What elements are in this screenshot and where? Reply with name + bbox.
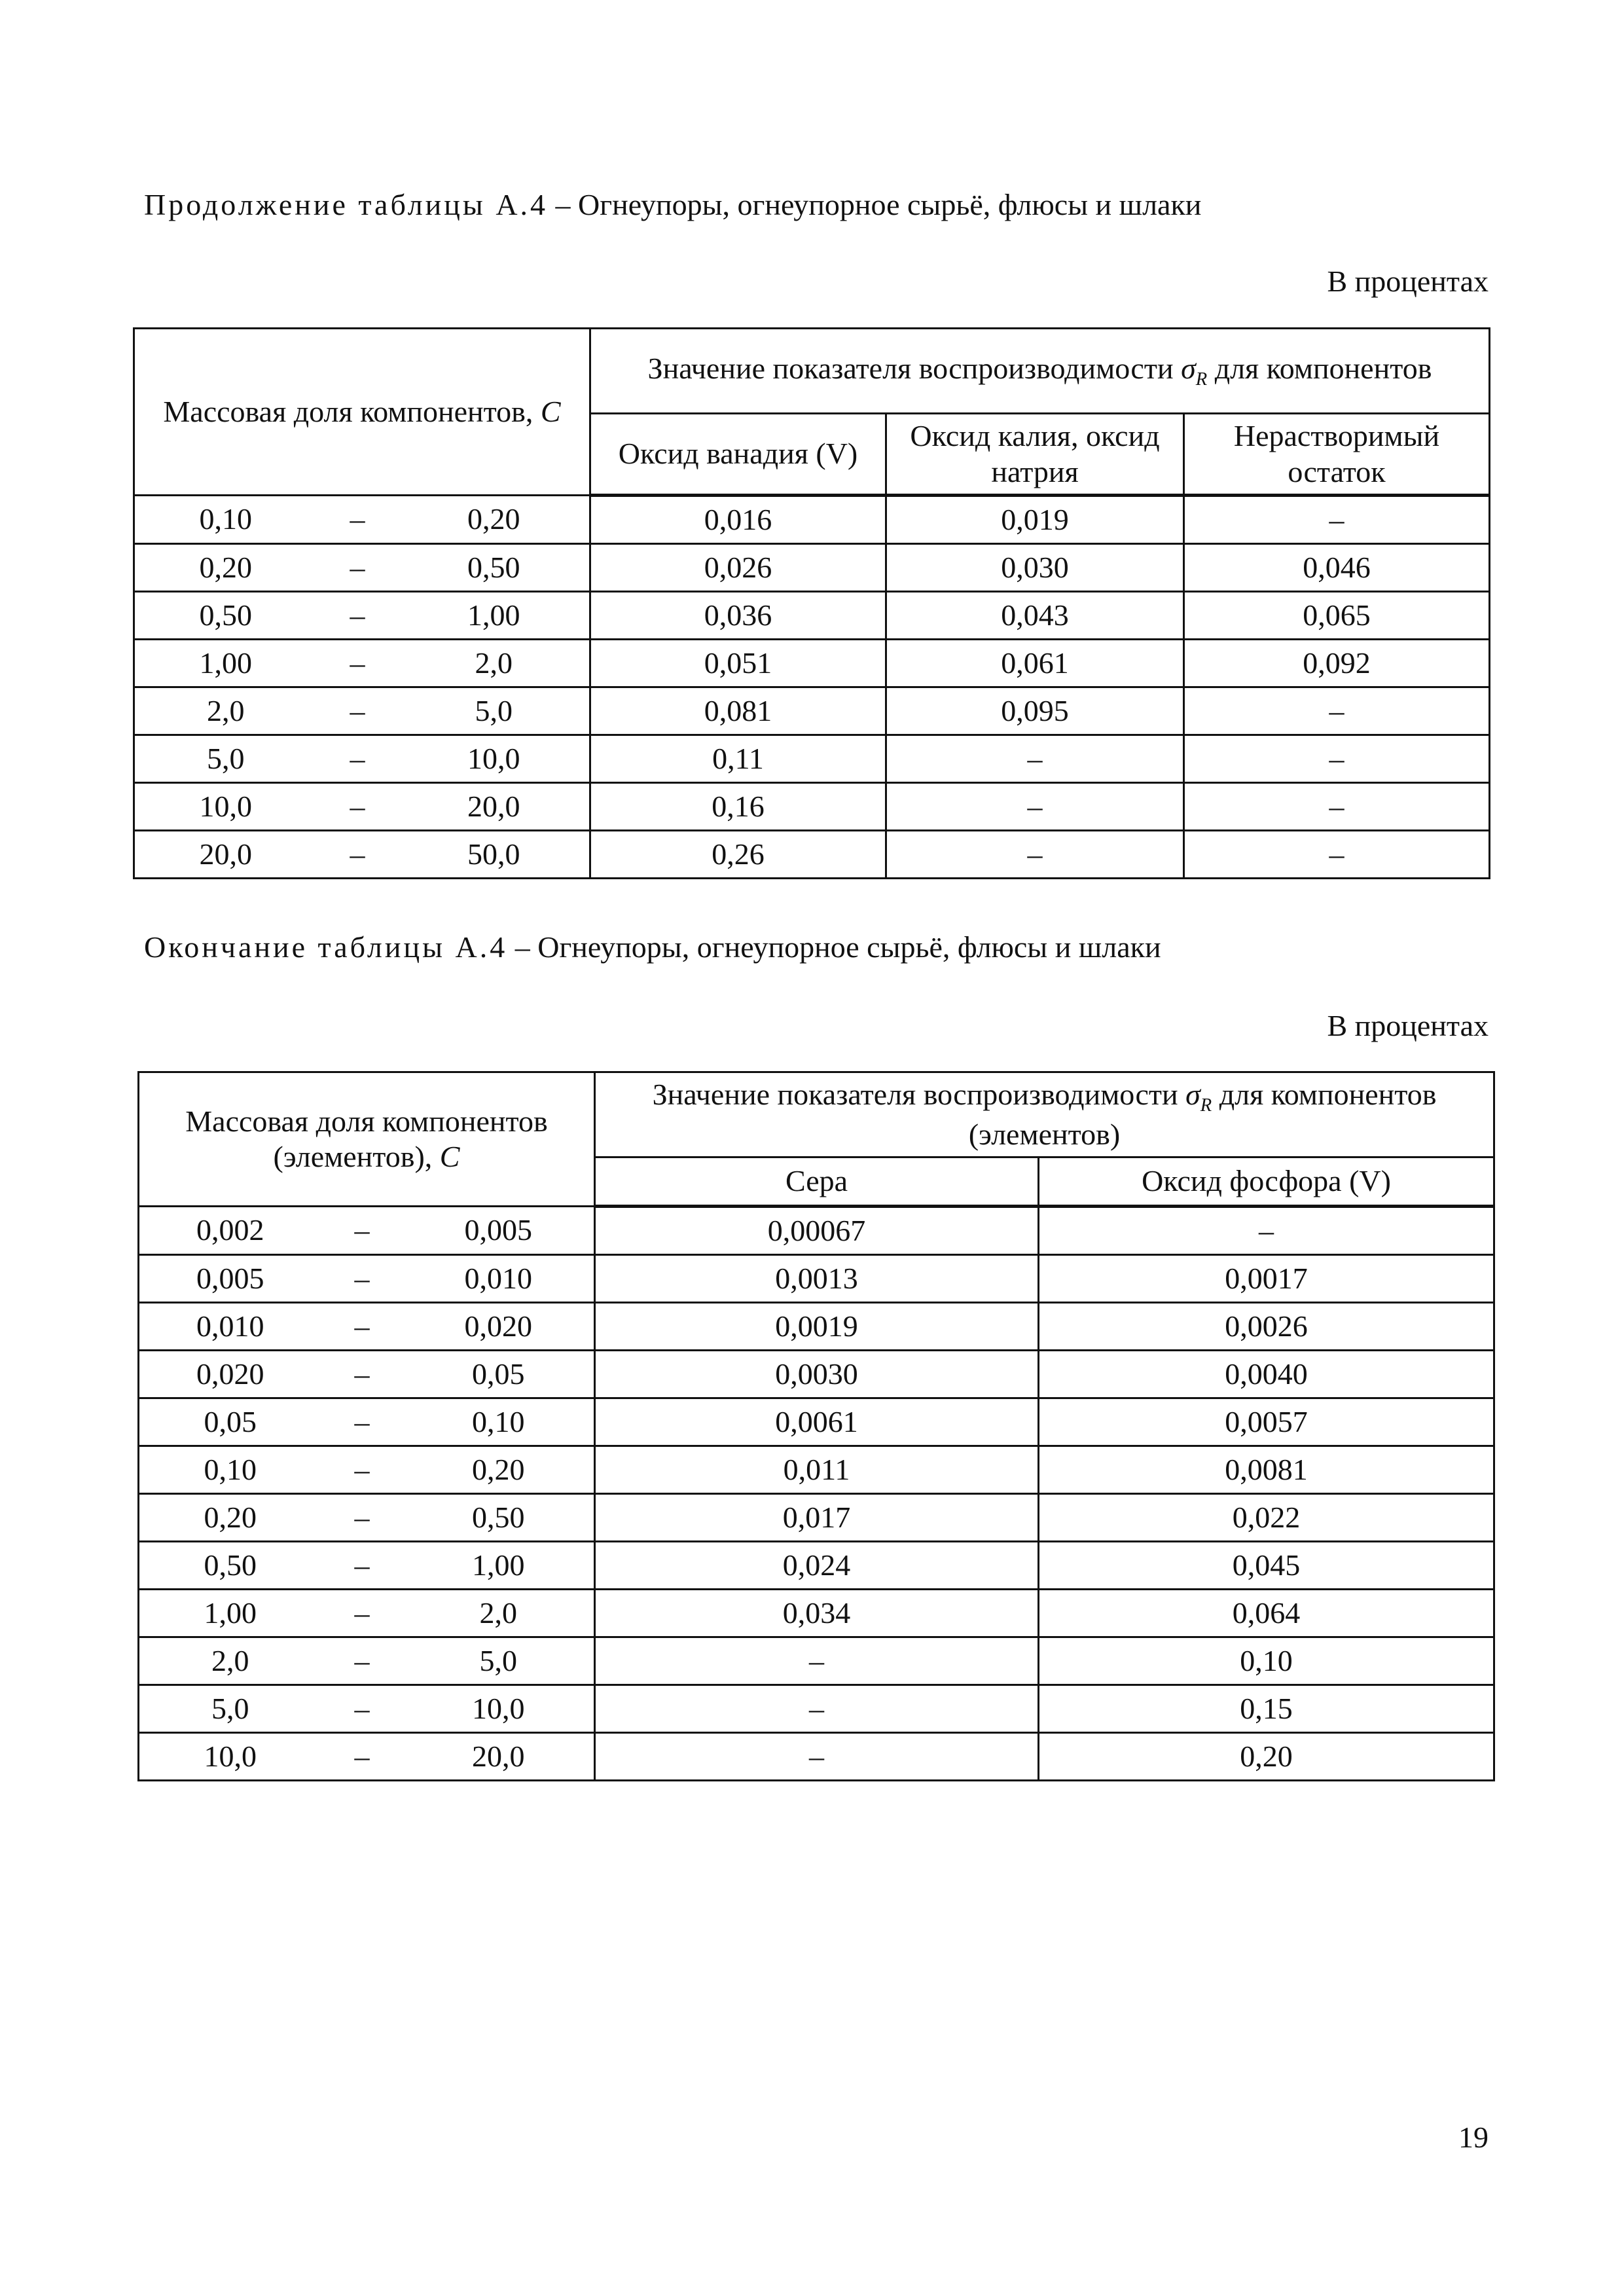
table2-units: В процентах bbox=[1327, 1009, 1489, 1042]
range-from: 0,10 bbox=[204, 1452, 257, 1486]
range-from: 0,10 bbox=[199, 502, 253, 536]
table1-col-header: Нерастворимый остаток bbox=[1184, 414, 1490, 496]
range-cell bbox=[139, 1637, 595, 1685]
table2-header-reproducibility: Значение показателя воспроизводимости $\sigma_R$ для компонентов (элементов) bbox=[595, 1072, 1494, 1157]
range-from: 10,0 bbox=[199, 789, 253, 823]
value-cell: 0,26 bbox=[590, 831, 886, 879]
range-from: 1,00 bbox=[199, 646, 253, 680]
value-cell: 0,0013 bbox=[595, 1255, 1039, 1303]
range-to: 50,0 bbox=[467, 837, 520, 871]
range-cell bbox=[139, 1733, 595, 1781]
range-to: 2,0 bbox=[475, 646, 513, 680]
table2-header-mass-fraction: Массовая доля компонентов (элементов), C bbox=[139, 1072, 595, 1207]
value-cell: 0,0026 bbox=[1039, 1303, 1494, 1351]
value-cell: – bbox=[1184, 831, 1490, 879]
range-to: 0,10 bbox=[471, 1404, 525, 1438]
value-cell: 0,051 bbox=[590, 640, 886, 687]
range-dash: – bbox=[354, 1643, 370, 1677]
table2-caption bbox=[144, 930, 1161, 964]
value-cell: 0,064 bbox=[1039, 1590, 1494, 1637]
table1-caption-rest: – Огнеупоры, огнеупорное сырьё, флюсы и шлаки bbox=[548, 188, 1202, 221]
table-row bbox=[139, 1303, 1494, 1351]
range-dash: – bbox=[354, 1213, 370, 1247]
value-cell: 0,10 bbox=[1039, 1637, 1494, 1685]
range-to: 5,0 bbox=[479, 1643, 517, 1677]
value-cell: – bbox=[1039, 1207, 1494, 1255]
value-cell: 0,0081 bbox=[1039, 1446, 1494, 1494]
table1 bbox=[133, 327, 1490, 879]
value-cell: 0,11 bbox=[590, 735, 886, 783]
table-row bbox=[139, 1398, 1494, 1446]
table1-caption-lead: Продолжение таблицы А.4 bbox=[144, 188, 549, 221]
value-cell: 0,0019 bbox=[595, 1303, 1039, 1351]
table2-caption-lead: Окончание таблицы А.4 bbox=[144, 930, 508, 964]
range-from: 0,20 bbox=[204, 1500, 257, 1534]
range-dash: – bbox=[350, 502, 365, 536]
range-from: 5,0 bbox=[207, 741, 245, 775]
value-cell: – bbox=[886, 735, 1184, 783]
range-to: 10,0 bbox=[467, 741, 520, 775]
range-from: 0,020 bbox=[196, 1357, 264, 1391]
range-to: 0,05 bbox=[471, 1357, 525, 1391]
range-dash: – bbox=[354, 1404, 370, 1438]
range-dash: – bbox=[354, 1261, 370, 1295]
range-to: 1,00 bbox=[467, 598, 520, 632]
value-cell: 0,061 bbox=[886, 640, 1184, 687]
table-row bbox=[139, 1542, 1494, 1590]
table-row bbox=[134, 687, 1490, 735]
value-cell: 0,019 bbox=[886, 496, 1184, 544]
range-cell bbox=[139, 1494, 595, 1542]
table-row bbox=[139, 1207, 1494, 1255]
range-cell bbox=[139, 1207, 595, 1255]
range-cell bbox=[139, 1685, 595, 1733]
table-row bbox=[134, 831, 1490, 879]
value-cell: – bbox=[1184, 735, 1490, 783]
value-cell: – bbox=[1184, 687, 1490, 735]
table-row bbox=[139, 1446, 1494, 1494]
table-row bbox=[139, 1637, 1494, 1685]
value-cell: 0,16 bbox=[590, 783, 886, 831]
range-from: 0,005 bbox=[196, 1261, 264, 1295]
range-cell bbox=[139, 1446, 595, 1494]
range-cell bbox=[134, 640, 590, 687]
range-cell bbox=[134, 831, 590, 879]
range-dash: – bbox=[350, 741, 365, 775]
value-cell: 0,011 bbox=[595, 1446, 1039, 1494]
table-row bbox=[134, 592, 1490, 640]
range-cell bbox=[134, 783, 590, 831]
range-to: 0,010 bbox=[464, 1261, 532, 1295]
range-dash: – bbox=[350, 646, 365, 680]
table1-header-mass-fraction: Массовая доля компонентов, C bbox=[134, 329, 590, 496]
table1-col-header: Оксид калия, оксид натрия bbox=[886, 414, 1184, 496]
table1-caption bbox=[144, 187, 1201, 222]
range-to: 0,020 bbox=[464, 1309, 532, 1343]
table1-units: В процентах bbox=[1327, 264, 1489, 298]
range-cell bbox=[134, 687, 590, 735]
range-to: 20,0 bbox=[467, 789, 520, 823]
range-dash: – bbox=[350, 550, 365, 584]
range-to: 0,20 bbox=[471, 1452, 525, 1486]
table2-col-header: Оксид фосфора (V) bbox=[1039, 1157, 1494, 1207]
table2 bbox=[137, 1071, 1495, 1781]
value-cell: 0,0061 bbox=[595, 1398, 1039, 1446]
value-cell: 0,20 bbox=[1039, 1733, 1494, 1781]
table1-col-header: Оксид ванадия (V) bbox=[590, 414, 886, 496]
table-row bbox=[139, 1590, 1494, 1637]
range-cell bbox=[134, 735, 590, 783]
table-row bbox=[139, 1685, 1494, 1733]
range-dash: – bbox=[354, 1739, 370, 1773]
value-cell: – bbox=[886, 831, 1184, 879]
range-cell bbox=[134, 544, 590, 592]
range-cell bbox=[139, 1351, 595, 1398]
value-cell: 0,046 bbox=[1184, 544, 1490, 592]
range-from: 0,05 bbox=[204, 1404, 257, 1438]
range-cell bbox=[139, 1398, 595, 1446]
range-from: 0,010 bbox=[196, 1309, 264, 1343]
range-from: 1,00 bbox=[204, 1595, 257, 1630]
range-to: 0,20 bbox=[467, 502, 520, 536]
value-cell: 0,026 bbox=[590, 544, 886, 592]
table-row bbox=[139, 1494, 1494, 1542]
table-row bbox=[134, 640, 1490, 687]
range-cell bbox=[139, 1542, 595, 1590]
range-to: 0,005 bbox=[464, 1213, 532, 1247]
range-to: 10,0 bbox=[471, 1691, 525, 1725]
range-dash: – bbox=[354, 1548, 370, 1582]
table1-header-reproducibility: Значение показателя воспроизводимости $\sigma_R$ для компонентов bbox=[590, 329, 1490, 414]
value-cell: 0,0017 bbox=[1039, 1255, 1494, 1303]
range-from: 2,0 bbox=[211, 1643, 249, 1677]
value-cell: 0,036 bbox=[590, 592, 886, 640]
table-row bbox=[134, 544, 1490, 592]
value-cell: 0,081 bbox=[590, 687, 886, 735]
value-cell: 0,016 bbox=[590, 496, 886, 544]
range-cell bbox=[139, 1303, 595, 1351]
value-cell: 0,0057 bbox=[1039, 1398, 1494, 1446]
range-dash: – bbox=[354, 1357, 370, 1391]
range-from: 20,0 bbox=[199, 837, 253, 871]
value-cell: 0,092 bbox=[1184, 640, 1490, 687]
range-dash: – bbox=[354, 1500, 370, 1534]
range-dash: – bbox=[350, 837, 365, 871]
value-cell: – bbox=[1184, 783, 1490, 831]
table2-col-header: Сера bbox=[595, 1157, 1039, 1207]
range-dash: – bbox=[354, 1309, 370, 1343]
range-dash: – bbox=[354, 1595, 370, 1630]
sigma-r-symbol: $\sigma_R$ bbox=[1181, 352, 1208, 390]
value-cell: 0,095 bbox=[886, 687, 1184, 735]
table-row bbox=[139, 1255, 1494, 1303]
page-number: 19 bbox=[1458, 2121, 1489, 2154]
range-from: 0,20 bbox=[199, 550, 253, 584]
range-to: 0,50 bbox=[471, 1500, 525, 1534]
value-cell: 0,022 bbox=[1039, 1494, 1494, 1542]
value-cell: 0,15 bbox=[1039, 1685, 1494, 1733]
value-cell: 0,030 bbox=[886, 544, 1184, 592]
value-cell: 0,034 bbox=[595, 1590, 1039, 1637]
range-dash: – bbox=[350, 789, 365, 823]
range-cell bbox=[134, 592, 590, 640]
range-cell bbox=[134, 496, 590, 544]
range-dash: – bbox=[354, 1452, 370, 1486]
value-cell: 0,0040 bbox=[1039, 1351, 1494, 1398]
range-dash: – bbox=[350, 693, 365, 727]
range-cell bbox=[139, 1590, 595, 1637]
value-cell: 0,043 bbox=[886, 592, 1184, 640]
range-from: 0,50 bbox=[199, 598, 253, 632]
value-cell: – bbox=[595, 1685, 1039, 1733]
value-cell: 0,0030 bbox=[595, 1351, 1039, 1398]
value-cell: – bbox=[886, 783, 1184, 831]
table-row bbox=[134, 735, 1490, 783]
range-from: 5,0 bbox=[211, 1691, 249, 1725]
value-cell: 0,017 bbox=[595, 1494, 1039, 1542]
range-from: 10,0 bbox=[204, 1739, 257, 1773]
range-from: 2,0 bbox=[207, 693, 245, 727]
value-cell: 0,065 bbox=[1184, 592, 1490, 640]
value-cell: – bbox=[595, 1637, 1039, 1685]
range-to: 0,50 bbox=[467, 550, 520, 584]
table-row bbox=[134, 496, 1490, 544]
table2-caption-rest: – Огнеупоры, огнеупорное сырьё, флюсы и шлаки bbox=[507, 930, 1161, 964]
value-cell: – bbox=[595, 1733, 1039, 1781]
range-to: 5,0 bbox=[475, 693, 513, 727]
table-row bbox=[139, 1733, 1494, 1781]
sigma-r-symbol: $\sigma_R$ bbox=[1185, 1077, 1212, 1116]
value-cell: 0,00067 bbox=[595, 1207, 1039, 1255]
value-cell: 0,024 bbox=[595, 1542, 1039, 1590]
range-dash: – bbox=[354, 1691, 370, 1725]
range-to: 2,0 bbox=[479, 1595, 517, 1630]
range-dash: – bbox=[350, 598, 365, 632]
range-from: 0,50 bbox=[204, 1548, 257, 1582]
range-from: 0,002 bbox=[196, 1213, 264, 1247]
range-to: 1,00 bbox=[471, 1548, 525, 1582]
range-cell bbox=[139, 1255, 595, 1303]
value-cell: – bbox=[1184, 496, 1490, 544]
table-row bbox=[139, 1351, 1494, 1398]
range-to: 20,0 bbox=[471, 1739, 525, 1773]
value-cell: 0,045 bbox=[1039, 1542, 1494, 1590]
table-row bbox=[134, 783, 1490, 831]
